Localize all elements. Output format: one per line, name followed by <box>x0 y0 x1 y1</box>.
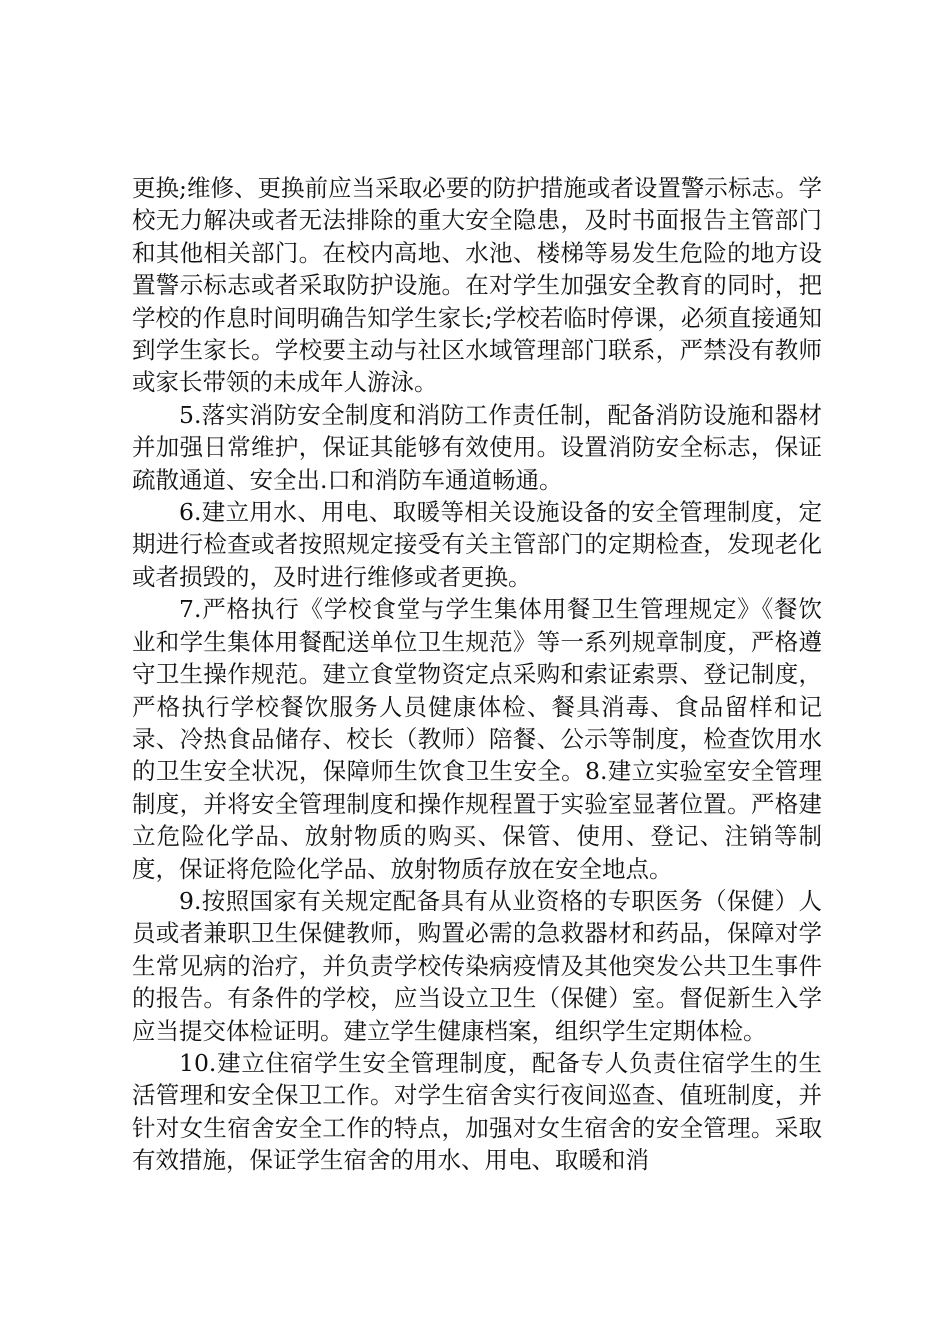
paragraph-1: 更换;维修、更换前应当采取必要的防护措施或者设置警示标志。学校无力解决或者无法排除的重大安全隐患，及时书面报告主管部门和其他相关部门。在校内高地、水池、楼梯等易发生危险的地方设置警示标志或者采取防护设施。在对学生加强安全教育的同时，把学校的作息时间明确告知学生家长;学校若临时停课，必须直接通知到学生家长。学校要主动与社区水域管理部门联系，严禁没有教师或家长带领的未成年人游泳。 <box>132 174 822 397</box>
paragraph-5: 9.按照国家有关规定配备具有从业资格的专职医务（保健）人员或者兼职卫生保健教师，购置必需的急救器材和药品，保障对学生常见病的治疗，并负责学校传染病疫情及其他突发公共卫生事件的报告。有条件的学校，应当设立卫生（保健）室。督促新生入学应当提交体检证明。建立学生健康档案，组织学生定期体检。 <box>132 886 822 1045</box>
paragraph-2: 5.落实消防安全制度和消防工作责任制，配备消防设施和器材并加强日常维护，保证其能够有效使用。设置消防安全标志，保证疏散通道、安全出.口和消防车通道畅通。 <box>132 400 822 494</box>
document-body <box>132 172 822 1177</box>
paragraph-4: 7.严格执行《学校食堂与学生集体用餐卫生管理规定》《餐饮业和学生集体用餐配送单位卫生规范》等一系列规章制度，严格遵守卫生操作规范。建立食堂物资定点采购和索证索票、登记制度，严格执行学校餐饮服务人员健康体检、餐具消毒、食品留样和记录、冷热食品储存、校长（教师）陪餐、公示等制度，检查饮用水的卫生安全状况，保障师生饮食卫生安全。8.建立实验室安全管理制度，并将安全管理制度和操作规程置于实验室显著位置。严格建立危险化学品、放射物质的购买、保管、使用、登记、注销等制度，保证将危险化学品、放射物质存放在安全地点。 <box>132 595 822 883</box>
paragraph-3: 6.建立用水、用电、取暖等相关设施设备的安全管理制度，定期进行检查或者按照规定接受有关主管部门的定期检查，发现老化或者损毁的，及时进行维修或者更换。 <box>132 498 822 591</box>
paragraph-6: 10.建立住宿学生安全管理制度，配备专人负责住宿学生的生活管理和安全保卫工作。对学生宿舍实行夜间巡查、值班制度，并针对女生宿舍安全工作的特点，加强对女生宿舍的安全管理。采取有效措施，保证学生宿舍的用水、用电、取暖和消 <box>132 1048 822 1175</box>
